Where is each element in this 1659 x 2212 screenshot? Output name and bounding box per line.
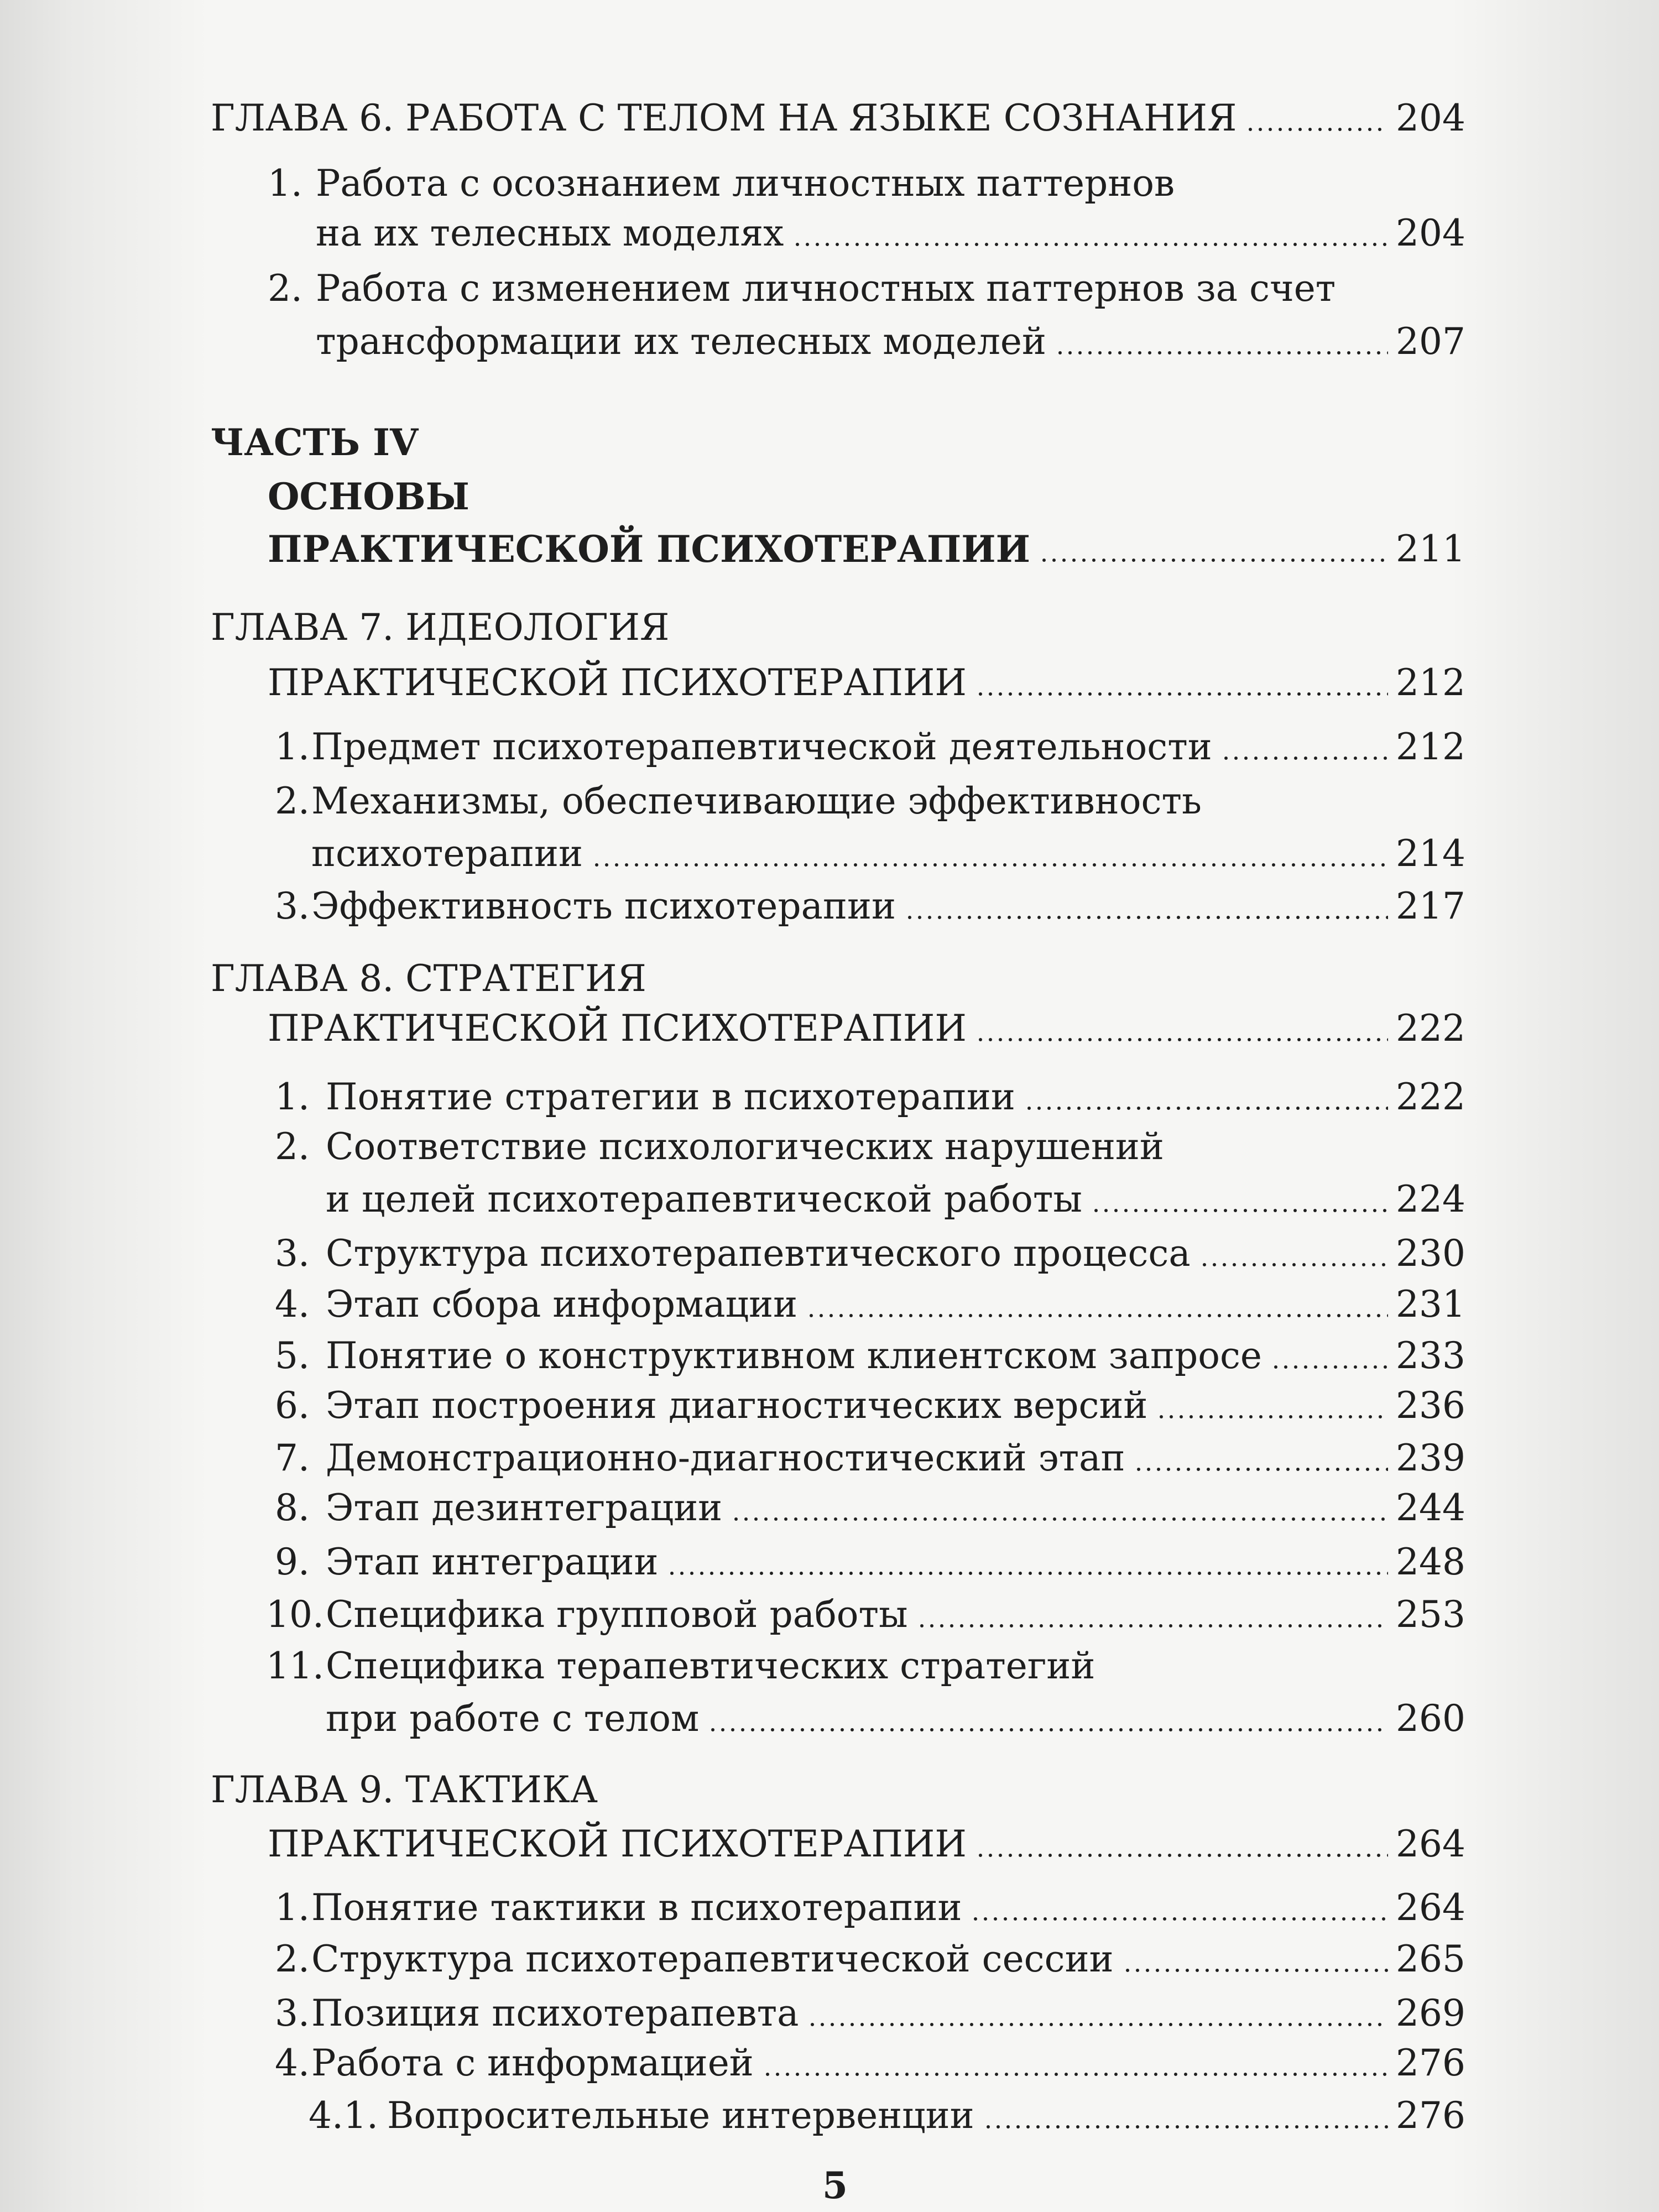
toc-chapter-heading <box>211 954 1465 1053</box>
toc-line <box>268 1004 1465 1053</box>
dot-leader <box>1156 1381 1388 1431</box>
toc-entry-number: 11. <box>266 1645 324 1687</box>
toc-entry <box>275 1989 1465 2038</box>
toc-entry-text: Понятие о конструктивном клиентском запросе <box>326 1334 1262 1377</box>
toc-entry <box>275 1483 1465 1533</box>
toc-entry-number: 8. <box>275 1486 310 1529</box>
toc-entry-text: психотерапии <box>311 832 583 875</box>
dot-leader <box>983 2091 1388 2141</box>
dot-leader <box>1055 317 1388 367</box>
toc-entry <box>275 1072 1465 1122</box>
toc-line <box>275 2038 1465 2088</box>
toc-chapter-title: ГЛАВА 6. РАБОТА С ТЕЛОМ НА ЯЗЫКЕ СОЗНАНИЯ <box>211 97 1237 139</box>
toc-entry-text: Механизмы, обеспечивающие эффективность <box>311 780 1202 822</box>
toc-entry <box>275 722 1465 772</box>
toc-page-number: 230 <box>1396 1232 1465 1275</box>
toc-entry-text: Структура психотерапевтического процесса <box>326 1232 1191 1275</box>
toc-entry-number: 1. <box>268 162 302 205</box>
toc-line <box>268 524 1465 574</box>
dot-leader <box>1199 1229 1388 1279</box>
toc-page-number: 260 <box>1396 1697 1465 1740</box>
toc-line <box>211 93 1465 143</box>
toc-line <box>268 264 1465 314</box>
dot-leader <box>708 1694 1388 1744</box>
toc-entry <box>275 1229 1465 1279</box>
toc-entry-text: Работа с осознанием личностных паттернов <box>316 162 1175 205</box>
toc-chapter-title: ГЛАВА 7. ИДЕОЛОГИЯ <box>211 606 670 649</box>
toc-entry-text: при работе с телом <box>326 1697 700 1740</box>
toc-line <box>275 1122 1465 1172</box>
toc-entry-text: Демонстрационно-диагностический этап <box>326 1437 1125 1479</box>
toc-line <box>211 954 1465 1004</box>
toc-page-number: 276 <box>1396 2042 1465 2084</box>
toc-line <box>275 1229 1465 1279</box>
toc-entry-number: 7. <box>275 1437 310 1479</box>
toc-subentry <box>309 2091 1465 2141</box>
toc-entry-text: Позиция психотерапевта <box>311 1992 799 2034</box>
toc-line <box>266 1590 1465 1640</box>
toc-chapter-title: ГЛАВА 9. ТАКТИКА <box>211 1768 598 1811</box>
toc-chapter-title: ПРАКТИЧЕСКОЙ ПСИХОТЕРАПИИ <box>268 1823 967 1865</box>
toc-line <box>275 1537 1465 1587</box>
toc-line <box>266 1694 1465 1744</box>
toc-page-number: 236 <box>1396 1384 1465 1427</box>
part-label <box>211 418 1465 467</box>
toc-entry <box>275 1883 1465 1933</box>
toc-entry <box>275 1122 1465 1224</box>
toc-entry-text: Соответствие психологических нарушений <box>326 1125 1164 1168</box>
dot-leader <box>807 1989 1388 2038</box>
toc-line <box>275 1280 1465 1329</box>
toc-line <box>275 1989 1465 2038</box>
toc-page-number: 264 <box>1396 1823 1465 1865</box>
dot-leader <box>1221 722 1388 772</box>
dot-leader <box>1134 1433 1388 1483</box>
toc-entry-number: 6. <box>275 1384 310 1427</box>
toc-entry-number: 2. <box>275 1938 310 1980</box>
dot-leader <box>971 1883 1388 1933</box>
dot-leader <box>1091 1175 1388 1224</box>
toc-page-number: 214 <box>1396 832 1465 875</box>
toc-line <box>275 776 1465 826</box>
toc-line <box>275 1934 1465 1984</box>
toc-line <box>268 208 1465 258</box>
toc-line <box>275 829 1465 879</box>
toc-page-number: 224 <box>1396 1178 1465 1220</box>
dot-leader <box>731 1483 1388 1533</box>
toc-line <box>268 159 1465 208</box>
toc-entry-text: Этап построения диагностических версий <box>326 1384 1148 1427</box>
toc-entry-number: 2. <box>275 780 310 822</box>
toc-chapter-title: ГЛАВА 8. СТРАТЕГИЯ <box>211 957 646 1000</box>
dot-leader <box>763 2038 1388 2088</box>
toc-entry <box>275 1381 1465 1431</box>
toc-entry-number: 1. <box>275 1076 310 1118</box>
toc-entry-number: 2. <box>268 267 302 310</box>
toc-line <box>275 722 1465 772</box>
toc-entry-number: 5. <box>275 1334 310 1377</box>
toc-entry-number: 3. <box>275 1992 310 2034</box>
toc-line <box>309 2091 1465 2141</box>
toc-page-number: 269 <box>1396 1992 1465 2034</box>
toc-entry-number: 4.1. <box>309 2094 378 2137</box>
toc-line <box>275 1072 1465 1122</box>
toc-line <box>268 472 1465 521</box>
part-heading <box>211 418 1465 574</box>
toc-chapter-heading <box>211 603 1465 708</box>
part-number: ЧАСТЬ IV <box>211 421 419 464</box>
toc-page-number: 211 <box>1396 528 1465 570</box>
toc-line <box>266 1641 1465 1691</box>
toc-entry-text: на их телесных моделях <box>316 212 784 254</box>
toc-entry-number: 1. <box>275 1886 310 1929</box>
dot-leader <box>975 658 1388 708</box>
dot-leader <box>905 881 1388 931</box>
toc-entry <box>266 1590 1465 1640</box>
toc-page-number: 264 <box>1396 1886 1465 1929</box>
toc-entry-text: и целей психотерапевтической работы <box>326 1178 1082 1220</box>
toc-entry <box>266 1641 1465 1744</box>
toc-entry-number: 3. <box>275 885 310 927</box>
toc-entry-text: Структура психотерапевтической сессии <box>311 1938 1114 1980</box>
toc-line <box>275 1175 1465 1224</box>
dot-leader <box>917 1590 1388 1640</box>
toc-line <box>275 1331 1465 1381</box>
toc-entry <box>275 1280 1465 1329</box>
dot-leader <box>1245 93 1388 143</box>
toc-page-number: 204 <box>1396 97 1465 139</box>
toc-page-number: 248 <box>1396 1541 1465 1583</box>
toc-entry-text: Вопросительные интервенции <box>387 2094 974 2137</box>
toc-chapter-heading <box>211 1765 1465 1869</box>
toc-page-number: 233 <box>1396 1334 1465 1377</box>
dot-leader <box>1024 1072 1388 1122</box>
toc-line <box>211 1765 1465 1815</box>
toc-page-number: 276 <box>1396 2094 1465 2137</box>
toc-page-number: 212 <box>1396 726 1465 768</box>
toc-page-number: 222 <box>1396 1076 1465 1118</box>
dot-leader <box>667 1537 1388 1587</box>
toc-entry-number: 10. <box>266 1593 324 1636</box>
toc-page-number: 239 <box>1396 1437 1465 1479</box>
toc-entry-text: Работа с изменением личностных паттернов за счет <box>316 267 1336 310</box>
toc-entry-text: трансформации их телесных моделей <box>316 320 1046 363</box>
toc-page-number: 204 <box>1396 212 1465 254</box>
toc-line <box>275 881 1465 931</box>
dot-leader <box>592 829 1388 879</box>
toc-entry <box>275 1331 1465 1381</box>
toc-page-number: 207 <box>1396 320 1465 363</box>
toc-line <box>268 1819 1465 1869</box>
toc-line <box>268 658 1465 708</box>
dot-leader <box>806 1280 1388 1329</box>
dot-leader <box>975 1004 1388 1053</box>
toc-entry <box>275 1433 1465 1483</box>
toc-page-number: 253 <box>1396 1593 1465 1636</box>
toc-entry <box>275 2038 1465 2088</box>
toc-page-number: 265 <box>1396 1938 1465 1980</box>
toc-page-number: 222 <box>1396 1007 1465 1050</box>
toc-entry <box>275 1537 1465 1587</box>
toc-entry-text: Понятие тактики в психотерапии <box>311 1886 962 1929</box>
toc-entry-text: Эффективность психотерапии <box>311 885 896 927</box>
toc-entry <box>268 264 1465 367</box>
dot-leader <box>1271 1331 1388 1381</box>
part-title: ОСНОВЫ <box>268 475 469 518</box>
toc-page-number: 231 <box>1396 1283 1465 1326</box>
toc-page-number: 217 <box>1396 885 1465 927</box>
toc-entry-text: Этап сбора информации <box>326 1283 798 1326</box>
toc-entry-text: Предмет психотерапевтической деятельности <box>311 726 1212 768</box>
toc-line <box>211 603 1465 653</box>
toc-chapter-title: ПРАКТИЧЕСКОЙ ПСИХОТЕРАПИИ <box>268 661 967 704</box>
toc-entry-number: 3. <box>275 1232 310 1275</box>
toc-line <box>275 1483 1465 1533</box>
toc-entry-number: 4. <box>275 1283 310 1326</box>
toc-entry-number: 1. <box>275 726 310 768</box>
dot-leader <box>1039 524 1388 574</box>
toc-page-number: 212 <box>1396 661 1465 704</box>
toc-line <box>275 1433 1465 1483</box>
toc-entry-text: Специфика групповой работы <box>326 1593 908 1636</box>
toc-entry-text: Понятие стратегии в психотерапии <box>326 1076 1015 1118</box>
toc-entry-text: Специфика терапевтических стратегий <box>326 1645 1095 1687</box>
toc-chapter-heading <box>211 93 1465 143</box>
toc-entry <box>275 776 1465 879</box>
toc-chapter-title: ПРАКТИЧЕСКОЙ ПСИХОТЕРАПИИ <box>268 1007 967 1050</box>
toc-line <box>275 1381 1465 1431</box>
toc-entry-number: 4. <box>275 2042 310 2084</box>
toc-entry <box>275 1934 1465 1984</box>
toc-entry-text: Работа с информацией <box>311 2042 754 2084</box>
toc-entry-number: 9. <box>275 1541 310 1583</box>
dot-leader <box>975 1819 1388 1869</box>
toc-entry-text: Этап интеграции <box>326 1541 659 1583</box>
toc-entry-text: Этап дезинтеграции <box>326 1486 723 1529</box>
dot-leader <box>1123 1934 1388 1984</box>
toc-line <box>275 1883 1465 1933</box>
toc-entry-number: 2. <box>275 1125 310 1168</box>
page-footer-number: 5 <box>822 2164 848 2207</box>
toc-line <box>268 317 1465 367</box>
toc-page-number: 244 <box>1396 1486 1465 1529</box>
part-title: ПРАКТИЧЕСКОЙ ПСИХОТЕРАПИИ <box>268 528 1030 571</box>
toc-entry <box>275 881 1465 931</box>
dot-leader <box>792 208 1388 258</box>
toc-entry <box>268 159 1465 258</box>
